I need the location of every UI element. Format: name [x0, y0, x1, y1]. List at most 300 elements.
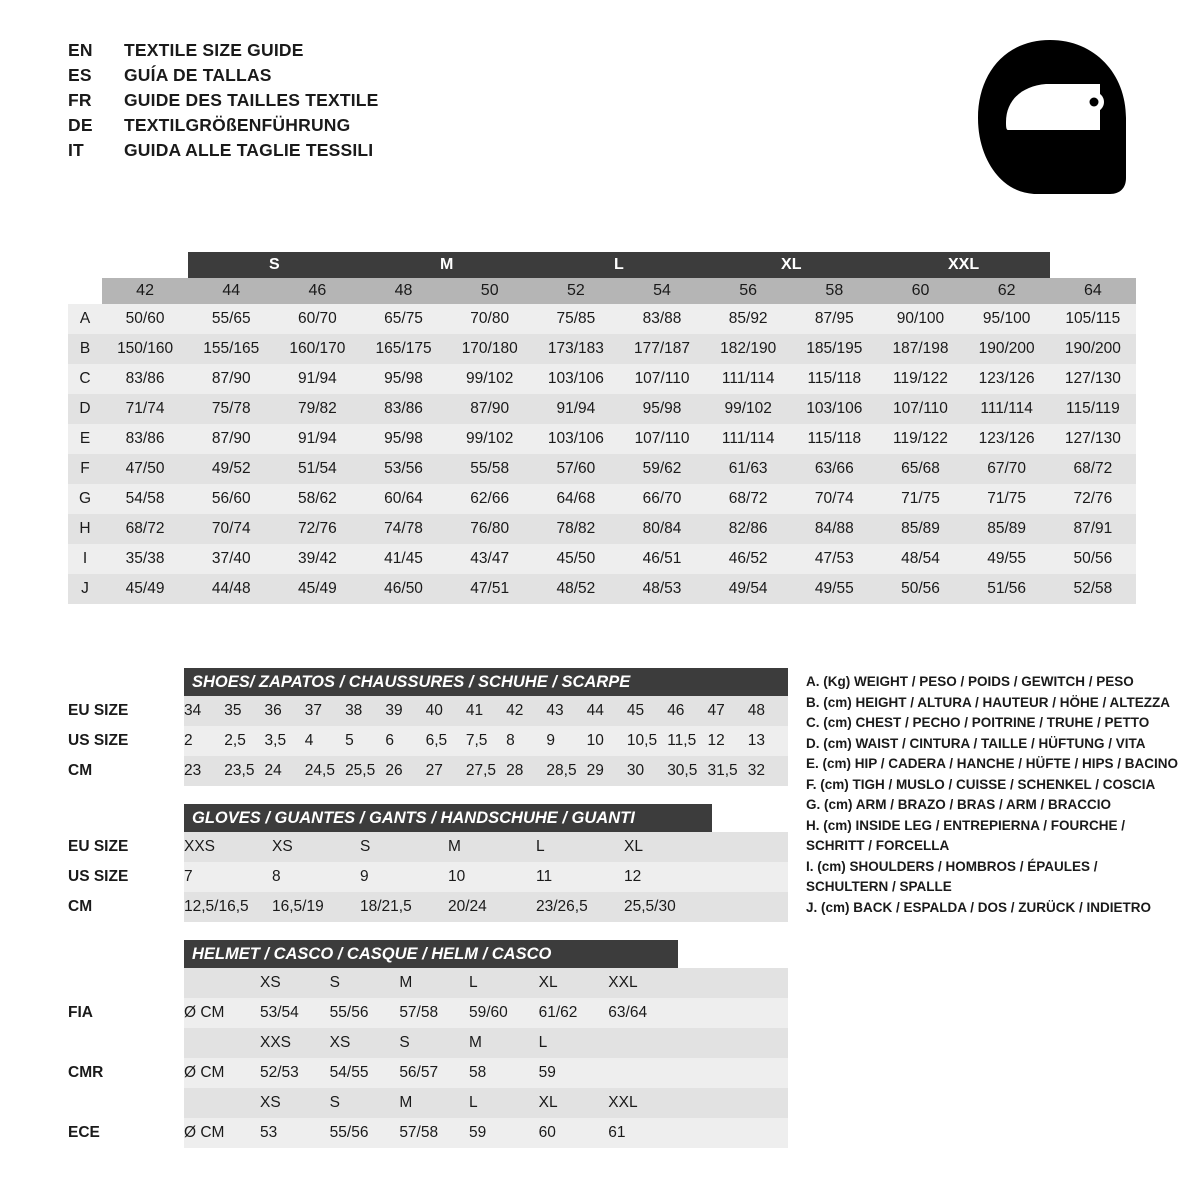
cell-j-6: 48/53 — [619, 574, 705, 604]
shoes-eu-13: 47 — [707, 696, 747, 726]
cell-e-10: 123/126 — [964, 424, 1050, 454]
cell-f-9: 65/68 — [877, 454, 963, 484]
cell-e-8: 115/118 — [791, 424, 877, 454]
cell-d-9: 107/110 — [877, 394, 963, 424]
shoes-cm-11: 30 — [627, 756, 667, 786]
cell-h-1: 70/74 — [188, 514, 274, 544]
cmr-value-2: 56/57 — [399, 1058, 469, 1088]
cmr-value-0: 52/53 — [260, 1058, 330, 1088]
shoes-table — [68, 668, 788, 786]
title-row-fr — [68, 90, 768, 115]
num-header-7: 56 — [705, 278, 791, 304]
cell-d-7: 99/102 — [705, 394, 791, 424]
cell-b-3: 165/175 — [360, 334, 446, 364]
cell-h-7: 82/86 — [705, 514, 791, 544]
blank-cell — [678, 1028, 788, 1058]
cell-a-9: 90/100 — [877, 304, 963, 334]
helmet-fia-header-row — [68, 968, 788, 998]
gloves-us-0: 7 — [184, 862, 272, 892]
title-row-es — [68, 65, 768, 90]
cmr-value-4: 59 — [539, 1058, 609, 1088]
cell-h-5: 78/82 — [533, 514, 619, 544]
cell-d-4: 87/90 — [447, 394, 533, 424]
fia-header-3: L — [469, 968, 539, 998]
shoes-us-1: 2,5 — [224, 726, 264, 756]
shoes-cm-row — [68, 756, 788, 786]
gloves-eu-4: L — [536, 832, 624, 862]
table-row — [68, 454, 1136, 484]
shoes-row-label-eu: EU SIZE — [68, 696, 184, 726]
cell-e-3: 95/98 — [360, 424, 446, 454]
blank-cell — [68, 940, 184, 968]
ece-value-1: 55/56 — [330, 1118, 400, 1148]
legend-line-f: F. (cm) TIGH / MUSLO / CUISSE / SCHENKEL / COSCIA — [806, 776, 1156, 792]
shoes-cm-6: 27 — [426, 756, 466, 786]
num-header-2: 46 — [274, 278, 360, 304]
cell-a-11: 105/115 — [1050, 304, 1136, 334]
num-header-9: 60 — [877, 278, 963, 304]
ece-value-4: 60 — [539, 1118, 609, 1148]
row-label-c: C — [68, 364, 102, 394]
measurement-legend — [806, 672, 1186, 918]
shoes-us-6: 6,5 — [426, 726, 466, 756]
cell-h-9: 85/89 — [877, 514, 963, 544]
cell-h-6: 80/84 — [619, 514, 705, 544]
cell-d-10: 111/114 — [964, 394, 1050, 424]
cell-a-1: 55/65 — [188, 304, 274, 334]
cell-b-10: 190/200 — [964, 334, 1050, 364]
shoes-us-7: 7,5 — [466, 726, 506, 756]
cell-i-10: 49/55 — [964, 544, 1050, 574]
legend-line-h-cont: SCHRITT / FORCELLA — [806, 838, 950, 853]
cell-d-11: 115/119 — [1050, 394, 1136, 424]
ece-header-5: XXL — [608, 1088, 678, 1118]
shoes-us-14: 13 — [748, 726, 788, 756]
fia-value-0: 53/54 — [260, 998, 330, 1028]
gloves-cm-5: 25,5/30 — [624, 892, 712, 922]
cell-b-1: 155/165 — [188, 334, 274, 364]
cell-a-0: 50/60 — [102, 304, 188, 334]
num-header-3: 48 — [360, 278, 446, 304]
cell-f-8: 63/66 — [791, 454, 877, 484]
cell-j-0: 45/49 — [102, 574, 188, 604]
gloves-us-1: 8 — [272, 862, 360, 892]
num-header-8: 58 — [791, 278, 877, 304]
cell-a-7: 85/92 — [705, 304, 791, 334]
gloves-cm-0: 12,5/16,5 — [184, 892, 272, 922]
ece-header-0: XS — [260, 1088, 330, 1118]
shoes-eu-row — [68, 696, 788, 726]
table-row — [68, 364, 1136, 394]
cmr-header-0: XXS — [260, 1028, 330, 1058]
cell-f-6: 59/62 — [619, 454, 705, 484]
cell-c-5: 103/106 — [533, 364, 619, 394]
shoes-cm-8: 28 — [506, 756, 546, 786]
cell-g-1: 56/60 — [188, 484, 274, 514]
cmr-header-5 — [608, 1028, 678, 1058]
cell-f-10: 67/70 — [964, 454, 1050, 484]
title-lang-de: DE — [68, 115, 93, 135]
blank-cell — [678, 998, 788, 1028]
ece-unit: Ø CM — [184, 1118, 260, 1148]
blank-cell — [68, 668, 184, 696]
shoes-cm-3: 24,5 — [305, 756, 345, 786]
legend-line-a: A. (Kg) WEIGHT / PESO / POIDS / GEWITCH / PESO — [806, 674, 1134, 689]
cell-f-4: 55/58 — [447, 454, 533, 484]
row-label-g: G — [68, 484, 102, 514]
spacer — [68, 922, 788, 940]
table-row — [68, 304, 1136, 334]
row-label-b: B — [68, 334, 102, 364]
cell-f-3: 53/56 — [360, 454, 446, 484]
size-band-m: M — [360, 252, 532, 278]
cell-f-11: 68/72 — [1050, 454, 1136, 484]
legend-line-d: D. (cm) WAIST / CINTURA / TAILLE / HÜFTUNG / VITA — [806, 735, 1146, 751]
cell-f-7: 61/63 — [705, 454, 791, 484]
size-band-xxl: XXL — [877, 252, 1049, 278]
shoes-cm-12: 30,5 — [667, 756, 707, 786]
shoes-eu-12: 46 — [667, 696, 707, 726]
blank-cell — [712, 804, 788, 832]
ece-value-0: 53 — [260, 1118, 330, 1148]
num-header-10: 62 — [964, 278, 1050, 304]
gloves-row-label-eu: EU SIZE — [68, 832, 184, 862]
helmet-ece-row — [68, 1118, 788, 1148]
cell-b-9: 187/198 — [877, 334, 963, 364]
title-row-en — [68, 40, 768, 65]
cell-h-2: 72/76 — [274, 514, 360, 544]
cell-d-8: 103/106 — [791, 394, 877, 424]
fia-value-4: 61/62 — [539, 998, 609, 1028]
cell-g-3: 60/64 — [360, 484, 446, 514]
size-band-42 — [102, 252, 188, 278]
title-lang-es: ES — [68, 65, 92, 85]
shoes-eu-4: 38 — [345, 696, 385, 726]
cell-g-6: 66/70 — [619, 484, 705, 514]
cell-a-8: 87/95 — [791, 304, 877, 334]
gloves-band-label: GLOVES / GUANTES / GANTS / HANDSCHUHE / GUANTI — [184, 804, 712, 832]
cell-e-1: 87/90 — [188, 424, 274, 454]
helmet-fia-row — [68, 998, 788, 1028]
shoes-band-label: SHOES/ ZAPATOS / CHAUSSURES / SCHUHE / SCARPE — [184, 668, 788, 696]
cell-e-9: 119/122 — [877, 424, 963, 454]
cell-g-4: 62/66 — [447, 484, 533, 514]
shoes-us-5: 6 — [385, 726, 425, 756]
cell-h-10: 85/89 — [964, 514, 1050, 544]
num-header-0: 42 — [102, 278, 188, 304]
gloves-us-3: 10 — [448, 862, 536, 892]
row-label-a: A — [68, 304, 102, 334]
ece-value-2: 57/58 — [399, 1118, 469, 1148]
cell-b-2: 160/170 — [274, 334, 360, 364]
cell-i-5: 45/50 — [533, 544, 619, 574]
cell-a-6: 83/88 — [619, 304, 705, 334]
fia-header-4: XL — [539, 968, 609, 998]
shoes-eu-9: 43 — [546, 696, 586, 726]
blank-cell — [68, 252, 102, 278]
ece-value-5: 61 — [608, 1118, 678, 1148]
cell-a-4: 70/80 — [447, 304, 533, 334]
cell-i-3: 41/45 — [360, 544, 446, 574]
cell-f-2: 51/54 — [274, 454, 360, 484]
cell-i-6: 46/51 — [619, 544, 705, 574]
helmet-cmr-header-row — [68, 1028, 788, 1058]
cell-i-8: 47/53 — [791, 544, 877, 574]
shoes-cm-14: 32 — [748, 756, 788, 786]
table-row — [68, 544, 1136, 574]
cell-e-2: 91/94 — [274, 424, 360, 454]
row-label-i: I — [68, 544, 102, 574]
legend-line-i-cont: SCHULTERN / SPALLE — [806, 879, 952, 894]
shoes-us-12: 11,5 — [667, 726, 707, 756]
gloves-cm-1: 16,5/19 — [272, 892, 360, 922]
cell-e-7: 111/114 — [705, 424, 791, 454]
cell-c-10: 123/126 — [964, 364, 1050, 394]
ece-header-4: XL — [539, 1088, 609, 1118]
cmr-header-2: S — [399, 1028, 469, 1058]
legend-line-c: C. (cm) CHEST / PECHO / POITRINE / TRUHE / PETTO — [806, 715, 1150, 730]
cell-a-5: 75/85 — [533, 304, 619, 334]
cell-i-4: 43/47 — [447, 544, 533, 574]
shoes-us-3: 4 — [305, 726, 345, 756]
legend-line-g: G. (cm) ARM / BRAZO / BRAS / ARM / BRACCIO — [806, 797, 1111, 812]
gloves-us-2: 9 — [360, 862, 448, 892]
gloves-eu-3: M — [448, 832, 536, 862]
shoes-us-9: 9 — [546, 726, 586, 756]
shoes-eu-0: 34 — [184, 696, 224, 726]
shoes-cm-0: 23 — [184, 756, 224, 786]
table-row — [68, 484, 1136, 514]
blank-cell — [678, 968, 788, 998]
shoes-eu-2: 36 — [265, 696, 305, 726]
table-row — [68, 334, 1136, 364]
cell-c-9: 119/122 — [877, 364, 963, 394]
cell-b-4: 170/180 — [447, 334, 533, 364]
cell-c-1: 87/90 — [188, 364, 274, 394]
row-label-e: E — [68, 424, 102, 454]
cell-a-2: 60/70 — [274, 304, 360, 334]
cell-b-6: 177/187 — [619, 334, 705, 364]
textile-size-table — [68, 252, 1136, 604]
blank-cell — [712, 892, 788, 922]
row-label-f: F — [68, 454, 102, 484]
blank-cell — [678, 1058, 788, 1088]
cell-c-7: 111/114 — [705, 364, 791, 394]
helmet-row-label-cmr: CMR — [68, 1058, 184, 1088]
num-header-6: 54 — [619, 278, 705, 304]
gloves-cm-3: 20/24 — [448, 892, 536, 922]
cmr-value-5 — [608, 1058, 678, 1088]
helmet-band-row — [68, 940, 788, 968]
cell-i-0: 35/38 — [102, 544, 188, 574]
cmr-header-unit — [184, 1028, 260, 1058]
table-number-header-row — [68, 278, 1136, 304]
racing-helmet-icon — [960, 30, 1140, 210]
fia-header-1: S — [330, 968, 400, 998]
cell-d-6: 95/98 — [619, 394, 705, 424]
legend-line-h: H. (cm) INSIDE LEG / ENTREPIERNA / FOURCHE / — [806, 817, 1126, 833]
cell-a-3: 65/75 — [360, 304, 446, 334]
shoes-us-11: 10,5 — [627, 726, 667, 756]
title-text-es: GUÍA DE TALLAS — [124, 65, 272, 85]
cell-i-11: 50/56 — [1050, 544, 1136, 574]
shoes-us-10: 10 — [587, 726, 627, 756]
cmr-header-1: XS — [330, 1028, 400, 1058]
gloves-eu-row — [68, 832, 788, 862]
cell-e-4: 99/102 — [447, 424, 533, 454]
cell-g-10: 71/75 — [964, 484, 1050, 514]
shoes-eu-3: 37 — [305, 696, 345, 726]
lower-tables — [68, 668, 788, 1148]
cell-j-10: 51/56 — [964, 574, 1050, 604]
num-header-4: 50 — [447, 278, 533, 304]
blank-cell — [678, 1118, 788, 1148]
gloves-us-row — [68, 862, 788, 892]
cell-e-0: 83/86 — [102, 424, 188, 454]
shoes-cm-10: 29 — [587, 756, 627, 786]
cell-j-2: 45/49 — [274, 574, 360, 604]
gloves-eu-1: XS — [272, 832, 360, 862]
row-label-h: H — [68, 514, 102, 544]
cmr-header-4: L — [539, 1028, 609, 1058]
helmet-cmr-row — [68, 1058, 788, 1088]
helmet-ece-header-row — [68, 1088, 788, 1118]
cell-j-8: 49/55 — [791, 574, 877, 604]
helmet-row-label-fia: FIA — [68, 998, 184, 1028]
cell-d-3: 83/86 — [360, 394, 446, 424]
helmet-band-label: HELMET / CASCO / CASQUE / HELM / CASCO — [184, 940, 678, 968]
ece-value-3: 59 — [469, 1118, 539, 1148]
cmr-header-3: M — [469, 1028, 539, 1058]
shoes-us-row — [68, 726, 788, 756]
fia-value-2: 57/58 — [399, 998, 469, 1028]
cell-c-2: 91/94 — [274, 364, 360, 394]
size-band-64 — [1050, 252, 1136, 278]
cell-b-8: 185/195 — [791, 334, 877, 364]
cell-b-7: 182/190 — [705, 334, 791, 364]
shoes-cm-13: 31,5 — [707, 756, 747, 786]
gloves-row-label-us: US SIZE — [68, 862, 184, 892]
num-header-5: 52 — [533, 278, 619, 304]
blank-cell — [712, 862, 788, 892]
blank-cell — [678, 1088, 788, 1118]
cell-e-5: 103/106 — [533, 424, 619, 454]
cell-d-0: 71/74 — [102, 394, 188, 424]
blank-cell — [712, 832, 788, 862]
cell-g-5: 64/68 — [533, 484, 619, 514]
cell-i-9: 48/54 — [877, 544, 963, 574]
gloves-eu-0: XXS — [184, 832, 272, 862]
title-lang-en: EN — [68, 40, 93, 60]
shoes-cm-1: 23,5 — [224, 756, 264, 786]
gloves-eu-5: XL — [624, 832, 712, 862]
shoes-us-2: 3,5 — [265, 726, 305, 756]
cell-j-5: 48/52 — [533, 574, 619, 604]
table-row — [68, 394, 1136, 424]
cell-h-0: 68/72 — [102, 514, 188, 544]
shoes-eu-14: 48 — [748, 696, 788, 726]
shoes-eu-8: 42 — [506, 696, 546, 726]
blank-cell — [68, 1028, 184, 1058]
cell-d-2: 79/82 — [274, 394, 360, 424]
cell-j-1: 44/48 — [188, 574, 274, 604]
blank-cell — [68, 1088, 184, 1118]
table-row — [68, 424, 1136, 454]
cell-f-1: 49/52 — [188, 454, 274, 484]
fia-header-5: XXL — [608, 968, 678, 998]
fia-value-5: 63/64 — [608, 998, 678, 1028]
cell-d-1: 75/78 — [188, 394, 274, 424]
shoes-eu-10: 44 — [587, 696, 627, 726]
cell-f-5: 57/60 — [533, 454, 619, 484]
shoes-row-label-cm: CM — [68, 756, 184, 786]
cell-j-11: 52/58 — [1050, 574, 1136, 604]
shoes-eu-1: 35 — [224, 696, 264, 726]
cell-c-0: 83/86 — [102, 364, 188, 394]
size-band-l: L — [533, 252, 705, 278]
table-size-band-row — [68, 252, 1136, 278]
gloves-us-4: 11 — [536, 862, 624, 892]
shoes-eu-7: 41 — [466, 696, 506, 726]
legend-line-e: E. (cm) HIP / CADERA / HANCHE / HÜFTE / HIPS / BACINO — [806, 756, 1179, 771]
cell-i-2: 39/42 — [274, 544, 360, 574]
cmr-value-3: 58 — [469, 1058, 539, 1088]
shoes-cm-9: 28,5 — [546, 756, 586, 786]
shoes-eu-5: 39 — [385, 696, 425, 726]
gloves-us-5: 12 — [624, 862, 712, 892]
shoes-eu-6: 40 — [426, 696, 466, 726]
num-header-11: 64 — [1050, 278, 1136, 304]
spacer — [68, 786, 788, 804]
cell-f-0: 47/50 — [102, 454, 188, 484]
cell-g-0: 54/58 — [102, 484, 188, 514]
gloves-cm-row — [68, 892, 788, 922]
title-text-fr: GUIDE DES TAILLES TEXTILE — [124, 90, 379, 110]
row-label-j: J — [68, 574, 102, 604]
gloves-cm-2: 18/21,5 — [360, 892, 448, 922]
fia-header-unit — [184, 968, 260, 998]
cell-g-11: 72/76 — [1050, 484, 1136, 514]
table-row — [68, 514, 1136, 544]
ece-header-1: S — [330, 1088, 400, 1118]
cell-g-9: 71/75 — [877, 484, 963, 514]
legend-line-b: B. (cm) HEIGHT / ALTURA / HAUTEUR / HÖHE / ALTEZZA — [806, 694, 1170, 710]
ece-header-unit — [184, 1088, 260, 1118]
shoes-eu-11: 45 — [627, 696, 667, 726]
cell-j-9: 50/56 — [877, 574, 963, 604]
title-row-de — [68, 115, 768, 140]
shoes-cm-4: 25,5 — [345, 756, 385, 786]
title-row-it — [68, 140, 768, 165]
cmr-value-1: 54/55 — [330, 1058, 400, 1088]
shoes-us-0: 2 — [184, 726, 224, 756]
shoes-row-label-us: US SIZE — [68, 726, 184, 756]
gloves-eu-2: S — [360, 832, 448, 862]
blank-cell — [68, 968, 184, 998]
gloves-cm-4: 23/26,5 — [536, 892, 624, 922]
cell-e-11: 127/130 — [1050, 424, 1136, 454]
cell-h-11: 87/91 — [1050, 514, 1136, 544]
fia-header-2: M — [399, 968, 469, 998]
row-label-d: D — [68, 394, 102, 424]
shoes-cm-2: 24 — [265, 756, 305, 786]
ece-header-3: L — [469, 1088, 539, 1118]
fia-unit: Ø CM — [184, 998, 260, 1028]
cell-b-0: 150/160 — [102, 334, 188, 364]
cell-h-8: 84/88 — [791, 514, 877, 544]
cell-b-5: 173/183 — [533, 334, 619, 364]
fia-value-3: 59/60 — [469, 998, 539, 1028]
